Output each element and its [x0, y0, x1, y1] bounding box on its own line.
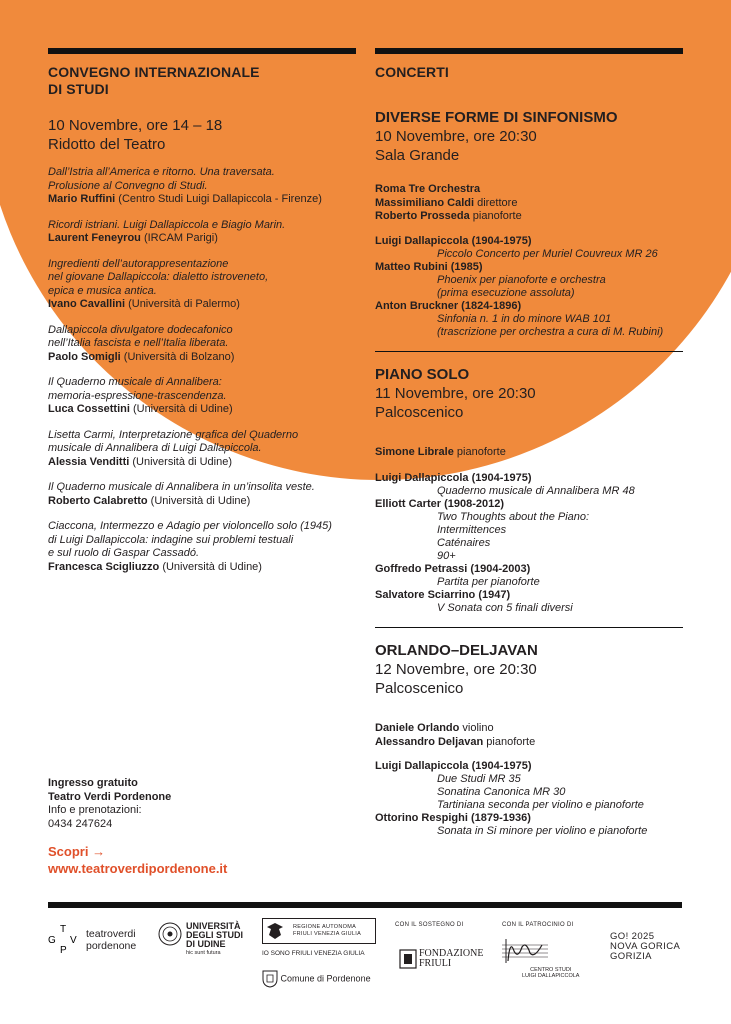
performer-name: Roma Tre Orchestra — [375, 183, 481, 195]
concert-date: 10 Novembre, ore 20:30 — [375, 128, 537, 145]
centro-line2: LUIGI DALLAPICCOLA — [522, 973, 580, 979]
composer: Elliott Carter (1908-2012) — [375, 497, 504, 510]
teatro-verdi-logo — [48, 922, 137, 959]
talk-item — [48, 520, 356, 574]
performer-role: violino — [459, 722, 494, 734]
talk-speaker-line — [48, 193, 356, 207]
concert-block — [375, 642, 683, 838]
concert-venue: Sala Grande — [375, 147, 460, 164]
performer-line — [375, 210, 683, 224]
concerts-column — [375, 48, 683, 838]
performer-name: Alessandro Deljavan — [375, 735, 484, 748]
work-title: V Sonata con 5 finali diversi — [437, 601, 573, 614]
conference-column — [48, 48, 356, 574]
composer: Luigi Dallapiccola (1904-1975) — [375, 234, 532, 247]
concerts-title: CONCERTI — [375, 64, 449, 80]
go2025-line2: NOVA GORICA — [610, 941, 681, 952]
university-line2: DEGLI STUDI — [186, 930, 244, 940]
talk-item — [48, 219, 356, 246]
composer: Luigi Dallapiccola (1904-1975) — [375, 471, 532, 484]
speaker-name: Luca Cossettini — [48, 403, 130, 415]
conference-title-line2: DI STUDI — [48, 81, 109, 97]
university-logo — [158, 921, 244, 956]
talk-speaker-line — [48, 495, 356, 509]
talk-speaker-line — [48, 456, 356, 470]
top-rule-right — [375, 48, 683, 54]
speaker-name: Francesca Scigliuzzo — [48, 560, 160, 573]
concert-divider — [375, 627, 683, 629]
talk-title-line: e sul ruolo di Gaspar Cassadó. — [48, 547, 200, 559]
talk-item — [48, 166, 356, 207]
performer-line — [375, 183, 683, 197]
work-title: 90+ — [437, 549, 456, 562]
concert-name: ORLANDO–DELJAVAN — [375, 642, 538, 659]
performer-line — [375, 722, 683, 736]
speaker-name: Roberto Calabretto — [48, 494, 148, 507]
comune-logo — [262, 970, 371, 988]
speaker-affiliation: (Università di Palermo) — [125, 298, 240, 310]
sponsor-logos — [48, 916, 682, 996]
performer-line — [375, 736, 683, 750]
speaker-affiliation: (Università di Bolzano) — [120, 350, 235, 363]
talk-title-line: Lisetta Carmi, Interpretazione grafica del Quaderno — [48, 428, 299, 441]
composer: Goffredo Petrassi (1904-2003) — [375, 562, 531, 575]
program — [375, 235, 683, 339]
performer-role: pianoforte — [483, 735, 536, 748]
work-title: Sonatina Canonica MR 30 — [437, 786, 566, 798]
talk-title-line: musicale di Annalibera di Luigi Dallapiccola. — [48, 442, 262, 454]
talk-title-line: nel giovane Dallapiccola: dialetto istroveneto, — [48, 271, 269, 283]
talk-title-line: Il Quaderno musicale di Annalibera in un’insolita veste. — [48, 481, 315, 493]
speaker-affiliation: (IRCAM Parigi) — [140, 232, 218, 244]
concert-divider — [375, 351, 683, 353]
bottom-rule — [48, 902, 682, 908]
work-title: Partita per pianoforte — [437, 575, 540, 588]
go2025-line1: GO! 2025 — [610, 931, 655, 942]
composer: Matteo Rubini (1985) — [375, 260, 483, 273]
concert-block — [375, 109, 683, 339]
performer-line — [375, 197, 683, 211]
performer-role: pianoforte — [453, 446, 506, 458]
concert-date: 11 Novembre, ore 20:30 — [375, 385, 536, 402]
work-title: Due Studi MR 35 — [437, 773, 521, 785]
talk-title-line: Ciaccona, Intermezzo e Adagio per violoncello solo (1945) — [48, 520, 332, 532]
performer-role: direttore — [474, 196, 518, 209]
free-entry-label: Ingresso gratuito — [48, 777, 138, 789]
speaker-affiliation: (Università di Udine) — [159, 560, 262, 573]
talk-speaker-line — [48, 403, 356, 417]
talk-title-line: memoria-espressione-trascendenza. — [48, 389, 227, 402]
concert-date: 12 Novembre, ore 20:30 — [375, 661, 537, 678]
svg-text:P: P — [60, 945, 67, 956]
performer-name: Massimiliano Caldi — [375, 196, 475, 209]
work-title: (prima esecuzione assoluta) — [437, 286, 575, 299]
work-title: Tartiniana seconda per violino e pianoforte — [437, 799, 644, 811]
composer: Salvatore Sciarrino (1947) — [375, 588, 511, 601]
speaker-affiliation: (Università di Udine) — [129, 455, 233, 468]
university-line1: UNIVERSITÀ — [186, 921, 241, 931]
fondazione-line2: FRIULI — [419, 958, 452, 969]
performer-name: Roberto Prosseda — [375, 210, 470, 222]
concert-list — [375, 109, 683, 838]
work-title: Caténaires — [437, 536, 491, 549]
talk-title-line: Il Quaderno musicale di Annalibera: — [48, 376, 222, 388]
phone-number: 0434 247624 — [48, 817, 113, 830]
program — [375, 472, 683, 615]
talk-title-line: Prolusione al Convegno di Studi. — [48, 179, 208, 192]
website-url[interactable]: www.teatroverdipordenone.it — [48, 861, 228, 876]
university-motto: hic sunt futura — [186, 950, 221, 956]
talk-item — [48, 376, 356, 417]
go2025-logo — [610, 932, 680, 962]
comune-name: Comune di Pordenone — [280, 973, 371, 984]
top-rule-left — [48, 48, 356, 54]
performer-role: pianoforte — [469, 210, 522, 222]
work-title: (trascrizione per orchestra a cura di M. Rubini) — [437, 325, 664, 338]
program — [375, 760, 683, 838]
support-label: CON IL SOSTEGNO DI — [395, 922, 464, 928]
concert-block — [375, 366, 683, 615]
talk-title-line: epica e musica antica. — [48, 284, 157, 297]
talk-title-line: Ricordi istriani. Luigi Dallapiccola e Biagio Marin. — [48, 218, 286, 231]
svg-text:V: V — [70, 935, 77, 946]
talk-item — [48, 429, 356, 470]
tv-monogram-icon — [48, 922, 82, 956]
performer-line — [375, 446, 683, 460]
fondazione-line1: FONDAZIONE — [419, 948, 484, 959]
discover-label: Scopri → — [48, 844, 106, 859]
speaker-name: Alessia Venditti — [48, 455, 130, 468]
svg-text:G: G — [48, 935, 56, 946]
talk-item — [48, 324, 356, 365]
svg-text:T: T — [60, 924, 67, 935]
centro-line1: CENTRO STUDI — [530, 967, 572, 973]
speaker-affiliation: (Università di Udine) — [129, 403, 233, 415]
concert-name: DIVERSE FORME DI SINFONISMO — [375, 109, 618, 126]
tv-name-1: teatroverdi — [86, 928, 136, 940]
work-title: Phoenix per pianoforte e orchestra — [437, 273, 606, 286]
tv-name-2: pordenone — [86, 940, 137, 952]
composer: Luigi Dallapiccola (1904-1975) — [375, 760, 532, 772]
discover-link[interactable] — [48, 843, 227, 877]
coat-of-arms-icon — [262, 970, 278, 988]
region-line1: REGIONE AUTONOMA — [293, 924, 357, 930]
signature-icon — [502, 937, 548, 965]
talk-speaker-line — [48, 298, 356, 312]
performer-name: Daniele Orlando — [375, 722, 460, 734]
talk-list — [48, 166, 356, 574]
university-line3: DI UDINE — [186, 939, 226, 949]
talk-speaker-line — [48, 351, 356, 365]
talk-speaker-line — [48, 232, 356, 246]
speaker-name: Ivano Cavallini — [48, 298, 126, 310]
conference-venue: Ridotto del Teatro — [48, 136, 166, 153]
region-logo — [262, 918, 376, 959]
concert-venue: Palcoscenico — [375, 680, 464, 697]
work-title: Intermittences — [437, 523, 507, 536]
speaker-name: Mario Ruffini — [48, 193, 116, 205]
talk-title-line: Dallapiccola divulgatore dodecafonico — [48, 323, 233, 336]
talk-title-line: Ingredienti dell’autorappresentazione — [48, 257, 229, 270]
go2025-line3: GORIZIA — [610, 951, 652, 962]
composer: Anton Bruckner (1824-1896) — [375, 299, 522, 312]
info-label: Info e prenotazioni: — [48, 804, 142, 816]
speaker-name: Laurent Feneyrou — [48, 232, 141, 244]
talk-title-line: di Luigi Dallapiccola: indagine sui problemi testuali — [48, 533, 294, 546]
centro-studi-logo — [502, 920, 598, 981]
conference-title-line1: CONVEGNO INTERNAZIONALE — [48, 64, 260, 80]
speaker-affiliation: (Centro Studi Luigi Dallapiccola - Firenze) — [115, 193, 322, 205]
talk-item — [48, 481, 356, 508]
patronage-label: CON IL PATROCINIO DI — [502, 922, 574, 928]
eagle-icon — [265, 921, 285, 941]
work-title: Two Thoughts about the Piano: — [437, 510, 590, 523]
region-slogan: IO SONO FRIULI VENEZIA GIULIA — [262, 950, 365, 957]
theatre-name: Teatro Verdi Pordenone — [48, 790, 172, 803]
performers — [375, 722, 683, 749]
concert-name: PIANO SOLO — [375, 366, 470, 383]
region-line2: FRIULI VENEZIA GIULIA — [293, 931, 362, 937]
talk-title-line: nell’Italia fascista e nell’Italia liberata. — [48, 337, 229, 349]
work-title: Quaderno musicale di Annalibera MR 48 — [437, 484, 635, 497]
performer-name: Simone Librale — [375, 446, 454, 458]
work-title: Piccolo Concerto per Muriel Couvreux MR 26 — [437, 247, 658, 260]
performers — [375, 183, 683, 224]
conference-date — [48, 116, 356, 154]
talk-speaker-line — [48, 561, 356, 575]
conference-datetime: 10 Novembre, ore 14 – 18 — [48, 117, 223, 134]
composer: Ottorino Respighi (1879-1936) — [375, 812, 531, 824]
speaker-name: Paolo Somigli — [48, 350, 121, 363]
talk-title-line: Dall’Istria all’America e ritorno. Una traversata. — [48, 166, 275, 178]
fondazione-icon — [399, 949, 417, 969]
university-seal-icon — [158, 922, 182, 946]
performers — [375, 446, 683, 460]
work-title: Sonata in Si minore per violino e pianoforte — [437, 825, 648, 837]
fondazione-logo — [395, 920, 484, 973]
conference-title — [48, 64, 356, 98]
talk-item — [48, 258, 356, 312]
ticket-info — [48, 777, 171, 831]
work-title: Sinfonia n. 1 in do minore WAB 101 — [437, 312, 612, 325]
speaker-affiliation: (Università di Udine) — [147, 494, 251, 507]
concert-venue: Palcoscenico — [375, 404, 464, 421]
